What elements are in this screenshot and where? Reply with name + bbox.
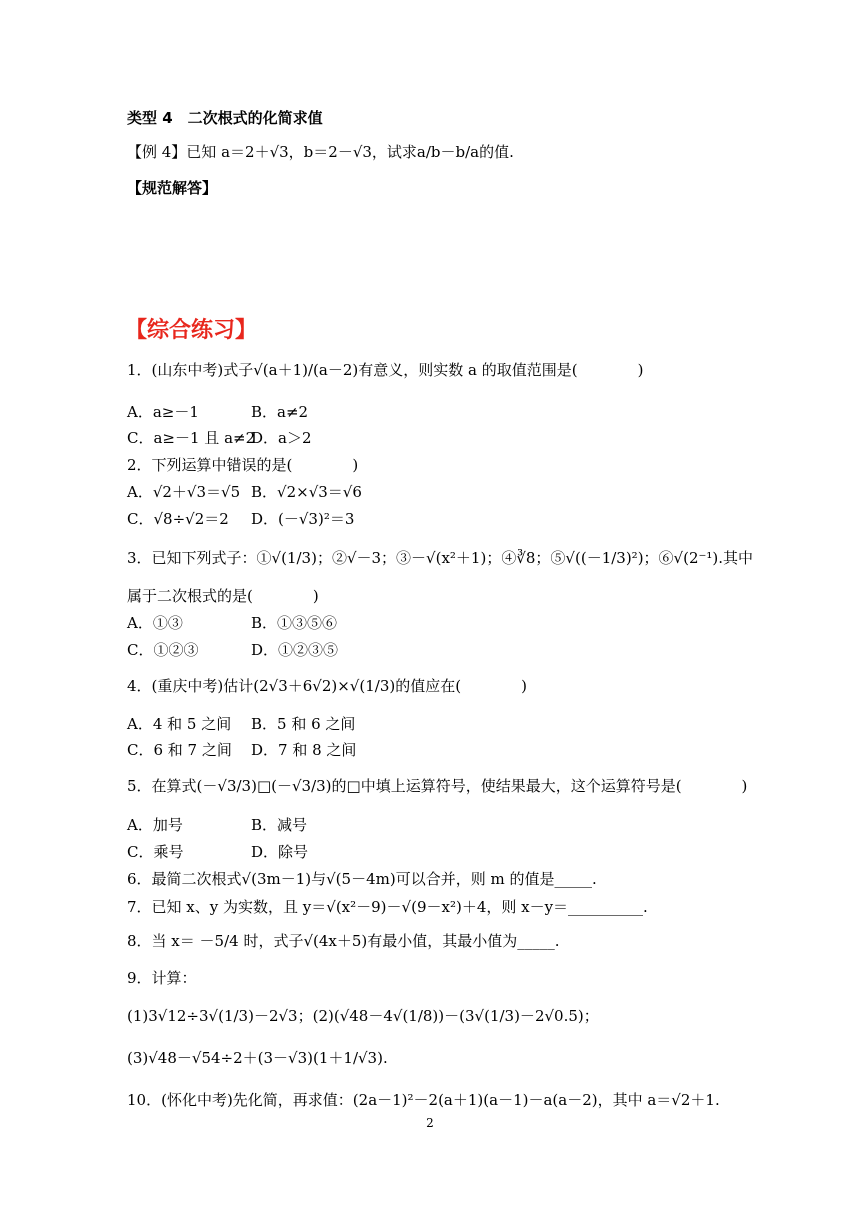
q3-stem: 3．已知下列式子：①√(1/3)；②√－3；③－√(x²＋1)；④∛8；⑤√((－1/3)²)；⑥√(2⁻¹).其中: [127, 549, 754, 567]
practice-heading: 【综合练习】: [125, 318, 258, 343]
q3-option-c: C．①②③: [127, 641, 199, 659]
q2-options-row2: [127, 509, 354, 529]
q3-option-b: B．①③⑤⑥: [251, 614, 338, 632]
q1-option-c: C．a≥－1 且 a≠2: [127, 429, 256, 447]
q4-option-b: B．5 和 6 之间: [251, 715, 356, 733]
q4-option-c: C．6 和 7 之间: [127, 741, 232, 759]
q4-stem: 4．(重庆中考)估计(2√3＋6√2)×√(1/3)的值应在( ): [127, 677, 527, 695]
q5-option-d: D．除号: [251, 843, 309, 861]
q2-option-d: D．(－√3)²＝3: [251, 510, 355, 528]
q4-options-row1: [127, 714, 355, 734]
q1-stem: 1．(山东中考)式子√(a＋1)/(a－2)有意义，则实数 a 的取值范围是( ): [127, 361, 644, 379]
q4-option-d: D．7 和 8 之间: [251, 741, 357, 759]
q5-options-row1: [127, 815, 307, 835]
q3-option-a: A．①③: [127, 614, 183, 632]
q1-options-row2: [127, 428, 312, 448]
q2-option-a: A．√2＋√3＝√5: [127, 483, 241, 501]
q7: 7．已知 x、y 为实数，且 y＝√(x²－9)－√(9－x²)＋4，则 x－y＝__________.: [127, 898, 648, 916]
example-4: 【例 4】已知 a＝2＋√3，b＝2－√3，试求a/b－b/a的值.: [127, 143, 514, 161]
q5-options-row2: [127, 842, 308, 862]
q10: 10．(怀化中考)先化简，再求值：(2a－1)²－2(a＋1)(a－1)－a(a－2)，其中 a＝√2＋1.: [127, 1091, 720, 1109]
q1-options-row1: [127, 402, 308, 422]
q9-line2: (3)√48－√54÷2＋(3－√3)(1＋1/√3).: [127, 1049, 388, 1067]
section-title: 类型 4 二次根式的化简求值: [127, 109, 323, 127]
q6: 6．最简二次根式√(3m－1)与√(5－4m)可以合并，则 m 的值是_____.: [127, 870, 597, 888]
q9-stem: 9．计算：: [127, 969, 197, 987]
q3-stem-cont: 属于二次根式的是( ): [127, 587, 319, 605]
q5-stem: 5．在算式(－√3/3)□(－√3/3)的□中填上运算符号，使结果最大，这个运算符号是( ): [127, 777, 748, 795]
q1-option-b: B．a≠2: [251, 403, 309, 421]
q2-stem: 2．下列运算中错误的是( ): [127, 456, 359, 474]
q5-option-c: C．乘号: [127, 843, 184, 861]
answer-label: 【规范解答】: [127, 179, 218, 197]
q2-option-c: C．√8÷√2＝2: [127, 510, 229, 528]
q4-options-row2: [127, 740, 356, 760]
q1-option-d: D．a＞2: [251, 429, 312, 447]
q3-options-row2: [127, 640, 338, 660]
page-number: 2: [426, 1116, 434, 1130]
q2-options-row1: [127, 482, 362, 502]
q1-option-a: A．a≥－1: [127, 403, 199, 421]
q9-line1: (1)3√12÷3√(1/3)－2√3；(2)(√48－4√(1/8))－(3√(1/3)－2√0.5)；: [127, 1007, 599, 1025]
q3-options-row1: [127, 613, 337, 633]
q5-option-a: A．加号: [127, 816, 183, 834]
q5-option-b: B．减号: [251, 816, 308, 834]
q2-option-b: B．√2×√3＝√6: [251, 483, 362, 501]
q4-option-a: A．4 和 5 之间: [127, 715, 232, 733]
q8: 8．当 x＝ －5/4 时，式子√(4x＋5)有最小值，其最小值为_____.: [127, 932, 560, 950]
q3-option-d: D．①②③⑤: [251, 641, 339, 659]
